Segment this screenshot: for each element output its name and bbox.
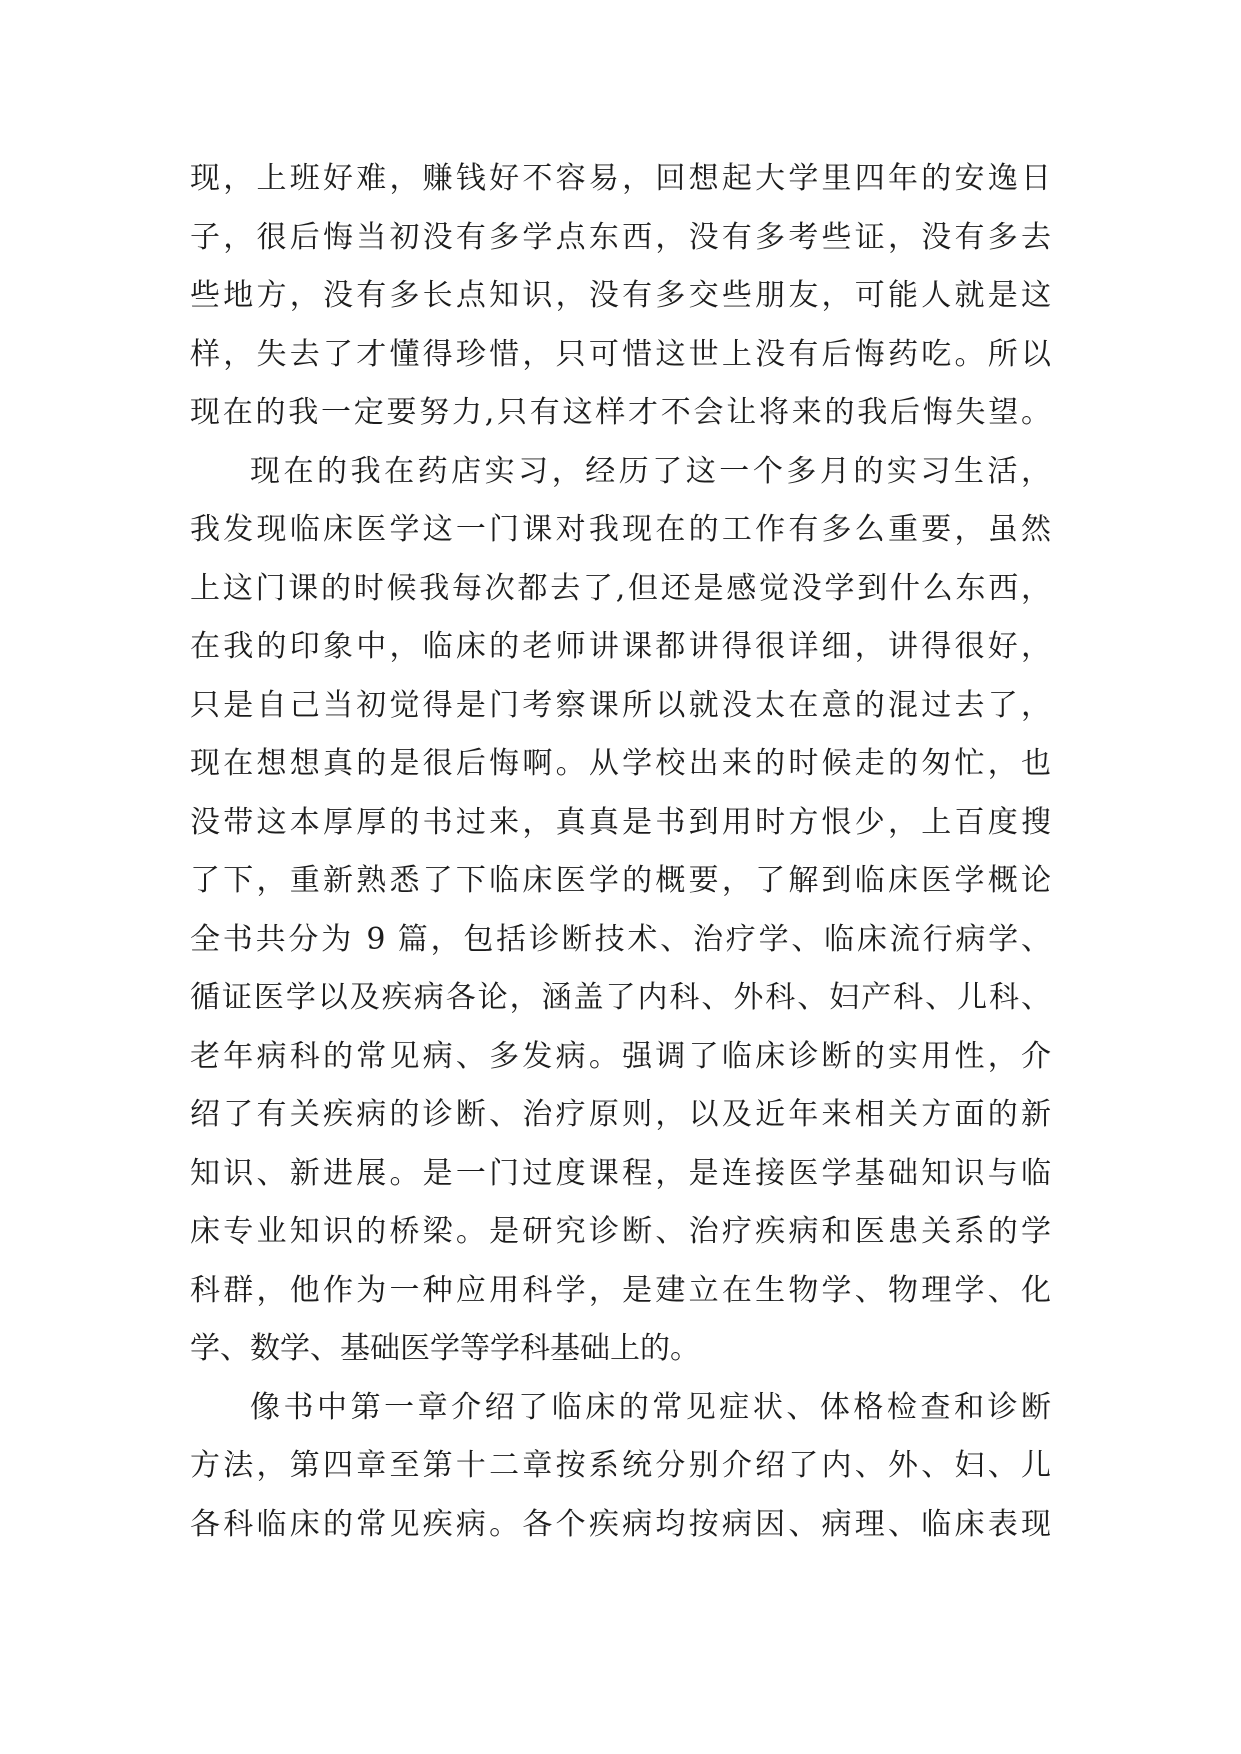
text-line: 绍了有关疾病的诊断、治疗原则，以及近年来相关方面的新 [190,1097,1051,1132]
text-line: 各科临床的常见疾病。各个疾病均按病因、病理、临床表现 [190,1506,1051,1542]
text-line: 只是自己当初觉得是门考察课所以就没太在意的混过去了， [190,687,1051,723]
text-line: 些地方，没有多长点知识，没有多交些朋友，可能人就是这 [190,278,1051,313]
text-line: 上这门课的时候我每次都去了,但还是感觉没学到什么东西， [190,570,1051,606]
text-line: 循证医学以及疾病各论，涵盖了内科、外科、妇产科、儿科、 [190,980,1051,1015]
text-line: 没带这本厚厚的书过来，真真是书到用时方恨少，上百度搜 [190,804,1051,840]
text-line: 现在的我一定要努力,只有这样才不会让将来的我后悔失望。 [190,395,1051,430]
body-text [190,150,1051,1554]
text-line: 在我的印象中，临床的老师讲课都讲得很详细，讲得很好， [190,629,1051,664]
text-line: 学、数学、基础医学等学科基础上的。 [190,1331,700,1366]
text-line: 现在想想真的是很后悔啊。从学校出来的时候走的匆忙，也 [190,746,1051,781]
text-line: 科群，他作为一种应用科学，是建立在生物学、物理学、化 [190,1272,1051,1308]
paragraph-2 [190,443,1051,1379]
text-line: 我发现临床医学这一门课对我现在的工作有多么重要，虽然 [190,512,1051,547]
text-line: 知识、新进展。是一门过度课程，是连接医学基础知识与临 [190,1155,1051,1191]
text-line: 现在的我在药店实习，经历了这一个多月的实习生活， [250,453,1051,489]
text-line: 像书中第一章介绍了临床的常见症状、体格检查和诊断 [250,1389,1051,1425]
text-line: 现，上班好难，赚钱好不容易，回想起大学里四年的安逸日 [190,161,1051,196]
paragraph-3 [190,1379,1051,1555]
text-line: 方法，第四章至第十二章按系统分别介绍了内、外、妇、儿 [190,1448,1051,1483]
text-line: 床专业知识的桥梁。是研究诊断、治疗疾病和医患关系的学 [190,1214,1051,1249]
text-line: 样，失去了才懂得珍惜，只可惜这世上没有后悔药吃。所以 [190,336,1051,372]
paragraph-1 [190,150,1051,443]
text-line: 了下，重新熟悉了下临床医学的概要，了解到临床医学概论 [190,863,1051,898]
text-line: 全书共分为 9 篇，包括诊断技术、治疗学、临床流行病学、 [190,921,1051,957]
text-line: 老年病科的常见病、多发病。强调了临床诊断的实用性，介 [190,1038,1051,1074]
text-line: 子，很后悔当初没有多学点东西，没有多考些证，没有多去 [190,219,1051,255]
